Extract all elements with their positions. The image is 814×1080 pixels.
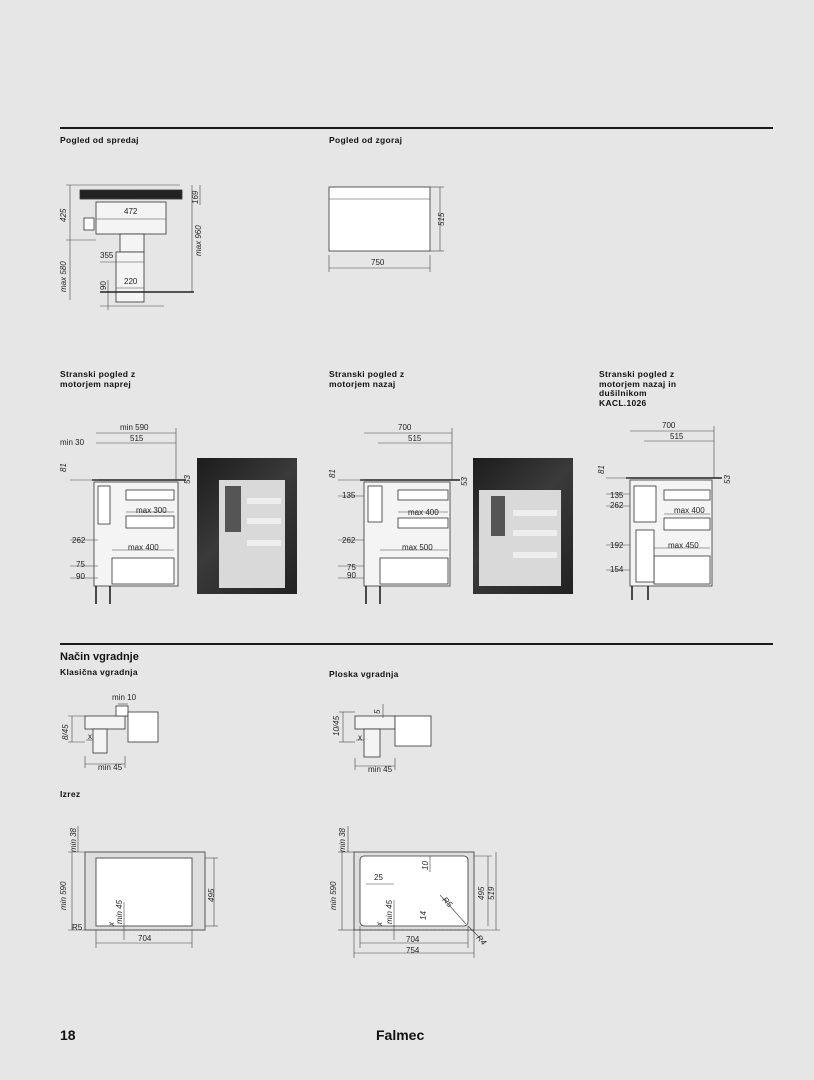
cut1-dim-R5: R5	[72, 923, 83, 932]
side2-dim-135: 135	[342, 491, 356, 500]
front-view-drawing	[59, 185, 203, 310]
cut2-dim-min38: min 38	[338, 827, 347, 852]
side2-dim-75: 75	[347, 563, 356, 572]
front-dim-425: 425	[59, 208, 68, 222]
brand-name: Falmec	[376, 1027, 425, 1043]
cut2-dim-754: 754	[406, 946, 420, 955]
side2-dim-262: 262	[342, 536, 356, 545]
side1-dim-53: 53	[183, 475, 192, 484]
side3-dim-53: 53	[723, 475, 732, 484]
cut2-dim-495: 495	[477, 886, 486, 900]
front-dim-90: 90	[99, 281, 108, 290]
side-view-1-drawing	[59, 423, 192, 604]
classic-dim-x: x	[88, 732, 92, 741]
side3-dim-192: 192	[610, 541, 624, 550]
cut1-dim-min45: min 45	[115, 899, 124, 924]
cut2-dim-x: x	[375, 922, 384, 926]
cut2-dim-min45: min 45	[385, 899, 394, 924]
front-dim-220: 220	[124, 277, 138, 286]
side2-dim-700: 700	[398, 423, 412, 432]
cut2-dim-519: 519	[487, 886, 496, 900]
side-view-3-drawing	[597, 421, 732, 600]
side3-dim-max400: max 400	[674, 506, 705, 515]
cut2-dim-14: 14	[419, 911, 428, 920]
cut2-dim-min590: min 590	[329, 881, 338, 910]
front-dim-472: 472	[124, 207, 138, 216]
side3-dim-700: 700	[662, 421, 676, 430]
side1-dim-max300: max 300	[136, 506, 167, 515]
side1-dim-min30: min 30	[60, 438, 85, 447]
side2-dim-53: 53	[460, 477, 469, 486]
heading-front-view: Pogled od spredaj	[60, 135, 139, 145]
heading-installation: Način vgradnje	[60, 651, 139, 663]
flush-dim-10-45: 10/45	[332, 715, 341, 736]
side1-dim-min590: min 590	[120, 423, 149, 432]
top-view-drawing	[329, 187, 446, 272]
front-dim-max580: max 580	[59, 261, 68, 292]
classic-dim-min45: min 45	[98, 763, 123, 772]
top-dim-750: 750	[371, 258, 385, 267]
heading-side-view-3: Stranski pogled z motorjem nazaj in dušilnikom KACL.1026	[599, 369, 677, 408]
side1-dim-max400: max 400	[128, 543, 159, 552]
side2-dim-max400: max 400	[408, 508, 439, 517]
side2-dim-max500: max 500	[402, 543, 433, 552]
front-dim-169: 169	[191, 190, 200, 204]
cutout-2-drawing	[329, 826, 500, 958]
cut1-dim-495: 495	[207, 888, 216, 902]
cut2-dim-704: 704	[406, 935, 420, 944]
page-number: 18	[60, 1027, 76, 1043]
cut2-dim-25: 25	[374, 873, 383, 882]
side3-dim-515: 515	[670, 432, 684, 441]
side3-dim-max450: max 450	[668, 541, 699, 550]
cut2-dim-10: 10	[421, 861, 430, 870]
side3-dim-154: 154	[610, 565, 624, 574]
cut2-dim-R4: R4	[474, 933, 489, 947]
heading-top-view: Pogled od zgoraj	[329, 135, 403, 145]
heading-side-view-1: Stranski pogled z motorjem naprej	[60, 369, 136, 389]
top-dim-515: 515	[437, 212, 446, 226]
side2-dim-90: 90	[347, 571, 356, 580]
classic-dim-8-45: 8/45	[61, 724, 70, 740]
side1-dim-262: 262	[72, 536, 86, 545]
heading-cutout: Izrez	[60, 789, 81, 799]
side2-dim-515: 515	[408, 434, 422, 443]
flush-dim-min45: min 45	[368, 765, 393, 774]
cut2-dim-R5: R5	[440, 895, 455, 909]
front-dim-355: 355	[100, 251, 114, 260]
flush-installation-drawing	[332, 704, 431, 774]
side1-dim-515: 515	[130, 434, 144, 443]
front-dim-max960: max 960	[194, 225, 203, 256]
classic-installation-drawing	[61, 693, 158, 772]
heading-flush-installation: Ploska vgradnja	[329, 669, 399, 679]
flush-dim-x: x	[358, 733, 362, 742]
classic-dim-min10: min 10	[112, 693, 137, 702]
cut1-dim-x: x	[107, 922, 116, 926]
side1-dim-75: 75	[76, 560, 85, 569]
cut1-dim-704: 704	[138, 934, 152, 943]
heading-side-view-2: Stranski pogled z motorjem nazaj	[329, 369, 405, 389]
side1-dim-81: 81	[59, 463, 68, 472]
side2-dim-81: 81	[328, 469, 337, 478]
side3-dim-262: 262	[610, 501, 624, 510]
cut1-dim-min590: min 590	[59, 881, 68, 910]
side1-dim-90: 90	[76, 572, 85, 581]
heading-classic-installation: Klasična vgradnja	[60, 667, 138, 677]
cutout-1-drawing	[59, 826, 218, 948]
front-dim-665: 665	[124, 190, 138, 199]
side-view-2-drawing	[328, 423, 469, 604]
side3-dim-135: 135	[610, 491, 624, 500]
cut1-dim-min38: min 38	[69, 827, 78, 852]
flush-dim-5: 5	[373, 709, 382, 714]
side3-dim-81: 81	[597, 465, 606, 474]
